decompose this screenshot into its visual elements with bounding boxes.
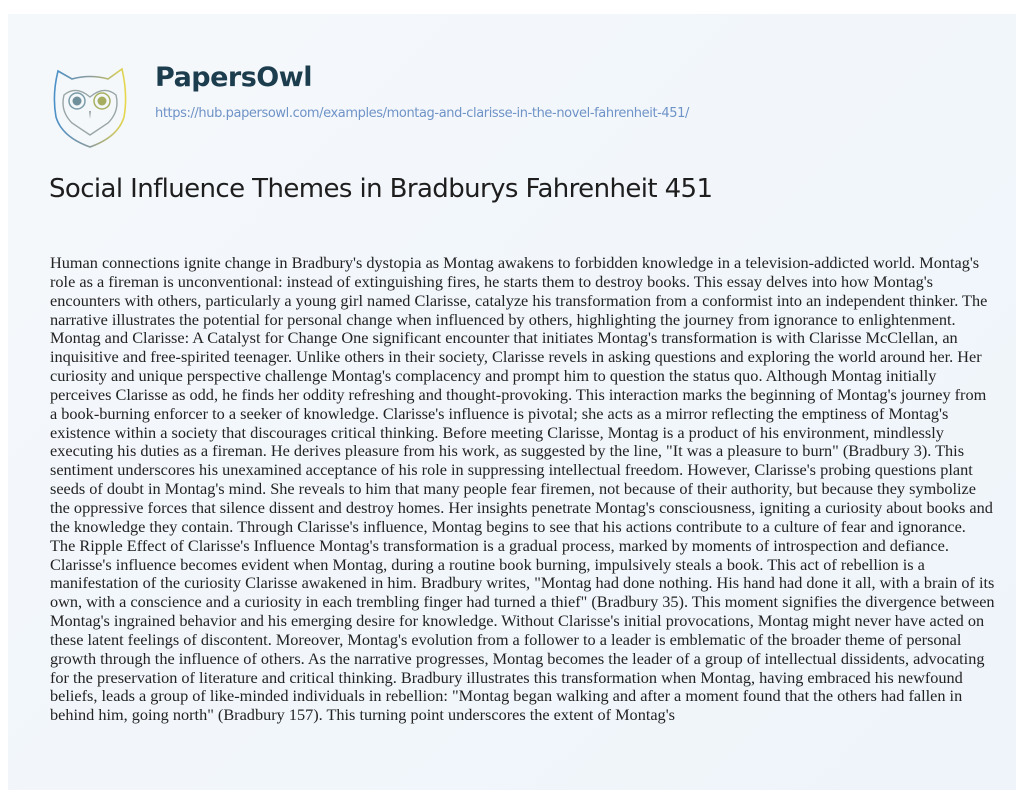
body-line: The Ripple Effect of Clarisse's Influence Montag's transformation is a gradual process, marked by moments of introspection and defiance. [50,535,949,555]
body-line: curiosity and unique perspective challenge Montag's complacency and prompt him to question the status quo. Although Montag initially [50,366,937,386]
body-line: Clarisse's influence becomes evident when Montag, during a routine book burning, impulsively steals a book. This act of rebellion is a [50,554,925,574]
body-line: encounters with others, particularly a young girl named Clarisse, catalyze his transformation from a conformist into an independent thinker. The [50,290,988,310]
body-line: behind him, going north" (Bradbury 157). This turning point underscores the extent of Montag's [50,705,675,725]
body-line: for the preservation of literature and critical thinking. Bradbury illustrates this transformation when Montag, having embraced his newfound [50,667,963,687]
body-line: existence within a society that discourages critical thinking. Before meeting Clarisse, Montag is a product of his environment, mindlessly [50,422,944,442]
body-line: Human connections ignite change in Bradbury's dystopia as Montag awakens to forbidden knowledge in a television-addicted world. Montag's [50,253,980,272]
body-line: seeds of doubt in Montag's mind. She reveals to him that many people fear firemen, not because of their authority, but because they symbolize [50,479,976,499]
body-line: the knowledge they contain. Through Clarisse's influence, Montag begins to see that his actions contribute to a culture of fear and ignorance. [50,516,966,536]
source-url[interactable]: https://hub.papersowl.com/examples/montag-and-clarisse-in-the-novel-fahrenheit-451/ [155,106,690,121]
brand-name[interactable]: PapersOwl [155,62,312,93]
body-line: Montag and Clarisse: A Catalyst for Change One significant encounter that initiates Montag's transformation is with Clarisse McClellan, an [50,328,958,348]
essay-body [50,254,996,725]
body-line: own, with a conscience and a curiosity in each trembling finger had turned a thief" (Bradbury 35). This moment signifies the divergence between [50,592,995,612]
body-line: beliefs, leads a group of like-minded individuals in rebellion: "Montag began walking and after a moment found that the others had fallen in [50,686,963,706]
body-line: the oppressive forces that silence dissent and destroy homes. Her insights penetrate Montag's consciousness, igniting a curiosity about books and [50,497,993,517]
page-title: Social Influence Themes in Bradburys Fahrenheit 451 [49,174,713,204]
body-line: inquisitive and free-spirited teenager. Unlike others in their society, Clarisse revels in asking questions and exploring the world around her. Her [50,347,982,367]
body-line: these latent feelings of discontent. Moreover, Montag's evolution from a follower to a leader is emblematic of the broader theme of personal [50,629,962,649]
body-line: growth through the influence of others. As the narrative progresses, Montag becomes the leader of a group of intellectual dissidents, advocating [50,648,985,668]
body-line: executing his duties as a fireman. He derives pleasure from his work, as suggested by the line, "It was a pleasure to burn" (Bradbury 3). This [50,441,965,461]
body-line: perceives Clarisse as odd, he finds her oddity refreshing and thought-provoking. This interaction marks the beginning of Montag's journey from [50,384,987,404]
body-line: role as a fireman is unconventional: instead of extinguishing fires, he starts them to destroy books. This essay delves into how Montag's [50,271,934,291]
owl-logo-icon [50,65,130,151]
body-line: narrative illustrates the potential for personal change when influenced by others, highlighting the journey from ignorance to enlightenment. [50,309,956,329]
body-line: Montag's ingrained behavior and his emerging desire for knowledge. Without Clarisse's initial provocations, Montag might never have acted on [50,611,985,631]
body-line: a book-burning enforcer to a seeker of knowledge. Clarisse's influence is pivotal; she acts as a mirror reflecting the emptiness of Montag's [50,403,949,423]
body-line: manifestation of the curiosity Clarisse awakened in him. Bradbury writes, "Montag had done nothing. His hand had done it all, with a brain of its [50,573,995,593]
body-line: sentiment underscores his unexamined acceptance of his role in suppressing intellectual freedom. However, Clarisse's probing questions plant [50,460,973,480]
